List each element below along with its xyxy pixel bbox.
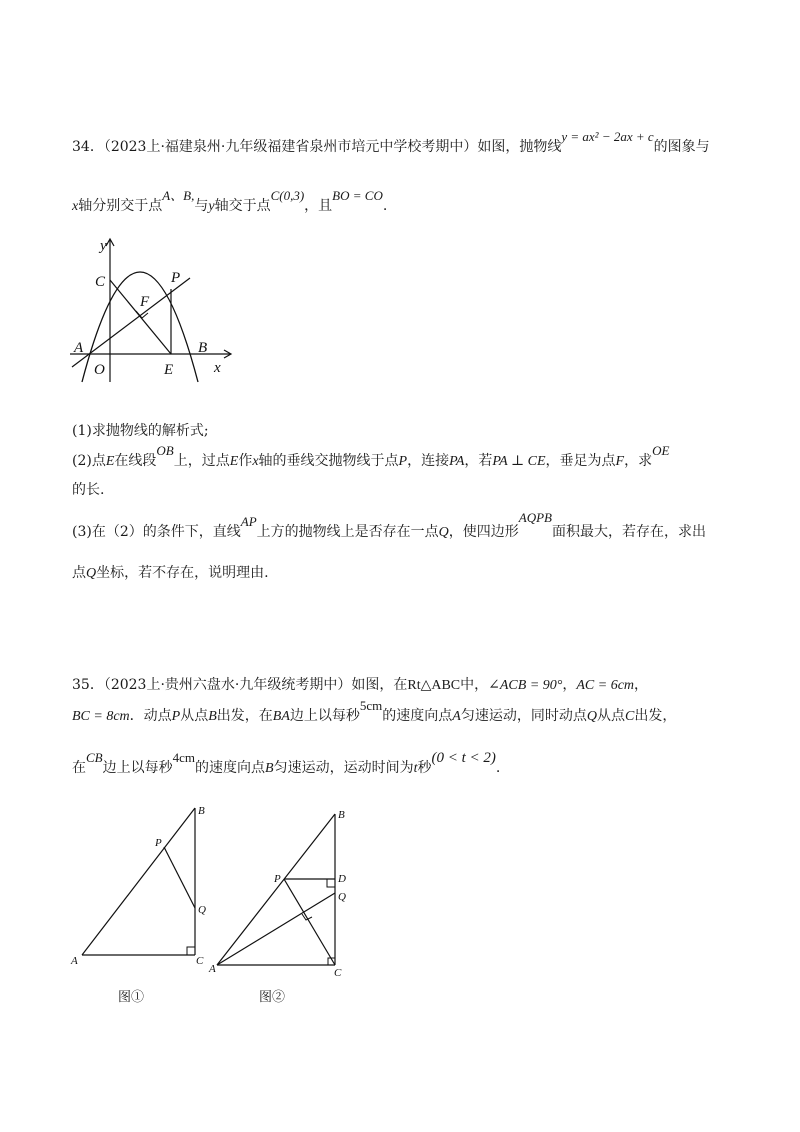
p34-math: AQPB [518,510,552,525]
segment-pq [164,847,195,908]
p34-text: ，垂足为点 [545,453,616,469]
p34-text: (2)点 [72,453,106,469]
label-p: P [274,873,281,885]
p35-text: 的速度向点 [382,708,453,724]
p35-math: Q [586,709,597,724]
p34-math: Q [438,525,449,540]
p35-math: P [171,709,181,724]
label-c: C [334,967,342,979]
p34-text: ，且 [304,198,333,214]
p34-text: 坐标，若不存在，说明理由. [96,565,269,581]
p34-question-1: (1)求抛物线的解析式; [72,423,209,439]
p35-figure-2-caption: 图② [259,990,286,1005]
p35-math: B [265,761,274,776]
p34-math: E [229,454,239,469]
segment-ab [82,808,195,955]
label-e: E [164,362,174,378]
p35-math: t [413,761,418,776]
p34-math: P [398,454,408,469]
p35-figure-2 [205,800,355,980]
p34-text: 作 [238,453,253,469]
p34-math: OB [156,443,174,458]
label-b: B [198,805,205,817]
right-angle-mark-icon [187,947,195,955]
p34-text: ，求 [624,453,653,469]
p35-time-range: (0 < t < 2) [431,750,496,766]
p35-speed-p: 5cm [359,698,383,713]
p35-figure-1-caption: 图① [118,990,145,1005]
label-a: A [71,955,78,967]
p35-bc: BC = 8cm [72,709,130,724]
p35-text: 从点 [596,708,625,724]
p35-math: B [208,709,217,724]
p35-text: ， [562,677,577,693]
p35-number: 35． [72,677,104,693]
p35-line2 [72,698,677,727]
label-a: A [74,340,84,356]
right-angle-mark-d-icon [327,879,335,887]
p35-ac: AC = 6cm [576,678,635,693]
p34-math: OE [652,443,670,458]
p35-text: 匀速运动，运动时间为 [273,760,414,776]
p34-x: x [72,199,79,214]
p34-question-2 [72,443,670,472]
p34-intro-end: 的图象与 [653,139,710,155]
p34-question-3-cont [72,563,269,584]
p35-line3 [72,750,501,779]
p34-text: . [382,198,388,214]
p34-text: 轴的垂线交抛物线于点 [258,453,399,469]
p35-math: C [624,709,635,724]
p35-text: 从点 [180,708,209,724]
p34-condition: BO = CO [332,188,383,203]
p35-line1 [72,675,648,696]
p35-text: 秒 [417,760,432,776]
p35-text: 如图，在 [351,677,408,693]
label-d: D [338,873,346,885]
label-p: P [171,270,181,286]
p34-points-ab: A、B, [162,188,195,203]
p35-math: A [452,709,461,724]
p35-text: 中， [460,677,489,693]
p35-angle: ∠ACB = 90° [488,678,563,693]
p34-math: Q [86,566,97,581]
p35-text: 边上以每秒 [289,708,360,724]
p35-source: （2023上·贵州六盘水·九年级统考期中） [103,677,352,693]
p34-math: E [105,454,115,469]
p34-text: (3)在（2）的条件下，直线 [72,524,241,540]
p34-text: ，若 [464,453,493,469]
label-b: B [338,809,345,821]
p34-parabola-figure [60,232,240,392]
p34-text: 在线段 [114,453,157,469]
p34-point-c: C(0,3) [270,188,305,203]
p34-question-2-cont: 的长. [72,482,105,498]
p34-math: PA ⊥ CE [492,454,546,469]
p34-text: 上方的抛物线上是否存在一点 [256,524,439,540]
p34-question-3 [72,510,706,543]
p35-text: . [495,760,501,776]
segment-aq [217,893,335,965]
p34-text: 与 [194,198,209,214]
p34-line1 [72,129,710,157]
label-y: y [100,238,107,254]
p35-figure-1 [68,800,213,970]
p35-text: ， [634,677,649,693]
p34-math: x [252,454,259,469]
p34-equation: y = ax² − 2ax + c [561,129,654,144]
p34-math: F [615,454,625,469]
p34-text: ，连接 [407,453,450,469]
p34-source: （2023上·福建泉州·九年级福建省泉州市培元中学校考期中） [103,139,478,155]
label-p: P [155,837,162,849]
label-q: Q [338,891,346,903]
p34-text: ，使四边形 [448,524,519,540]
p35-text: 边上以每秒 [102,760,173,776]
label-f: F [140,294,150,310]
p34-intro: 如图，抛物线 [477,139,562,155]
p34-text: 点 [72,565,86,581]
p34-math: AP [240,514,257,529]
p34-math: PA [449,454,465,469]
p35-text: 出发，在 [216,708,273,724]
label-x: x [214,360,221,376]
p35-math: BA [272,709,290,724]
segment-ab [217,814,335,965]
label-b: B [198,340,208,356]
p35-text: 在 [72,760,86,776]
p35-math: CB [86,750,103,765]
p35-text: ．动点 [129,708,172,724]
label-o: O [94,362,105,378]
p34-text: 上，过点 [173,453,230,469]
p35-text: 匀速运动，同时动点 [460,708,587,724]
p34-number: 34． [72,139,104,155]
label-c: C [196,955,204,967]
p34-text: 轴交于点 [214,198,271,214]
label-a: A [209,963,216,975]
p35-speed-q: 4cm [172,750,196,765]
p34-line2 [72,188,388,217]
p34-text: 面积最大，若存在，求出 [551,524,706,540]
p35-text: 出发， [634,708,677,724]
p34-text: 轴分别交于点 [78,198,163,214]
label-q: Q [198,904,206,916]
segment-pc [284,879,335,965]
p34-y: y [208,199,215,214]
p35-triangle: Rt△ABC [407,678,461,693]
p35-text: 的速度向点 [195,760,266,776]
label-c: C [95,274,106,290]
